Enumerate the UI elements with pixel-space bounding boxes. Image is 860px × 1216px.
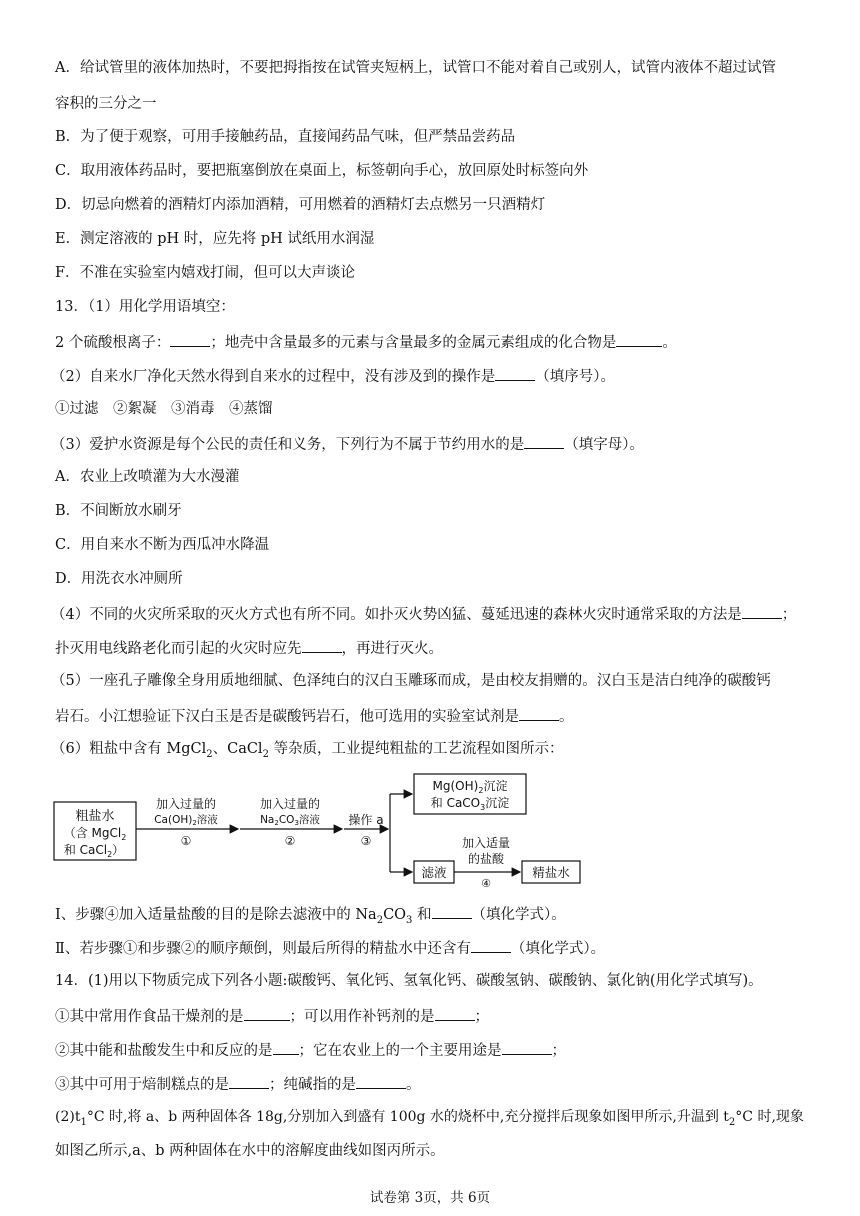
option-a-line2: 容积的三分之一 [55, 96, 157, 112]
q13-part5-line2: 岩石。小江想验证下汉白玉是否是碳酸钙岩石，他可选用的实验室试剂是 。 [55, 705, 812, 727]
q13-part2-options: ①过滤 ②絮凝 ③消毒 ④蒸馏 [55, 401, 273, 417]
q14-item2: ②其中能和盐酸发生中和反应的是 ；它在农业上的一个主要用途是 ； [55, 1039, 812, 1061]
answer-blank[interactable] [170, 331, 210, 347]
step2-label: 加入过量的 [259, 797, 321, 811]
q13-part5-line1: （5）一座孔子雕像全身用质地细腻、色泽纯白的汉白玉雕琢而成，是由校友捐赠的。汉白玉是洁白纯净的碳酸钙 [51, 673, 771, 689]
q13-subquestion-2: Ⅱ、若步骤①和步骤②的顺序颠倒，则最后所得的精盐水中还含有 （填化学式）。 [55, 937, 812, 959]
question-14-title: 14．(1)用以下物质完成下列各小题:碳酸钙、氧化钙、氢氧化钙、碳酸氢钠、碳酸钠、氯化钠(用化学式填写)。 [55, 973, 763, 989]
q13-part3-option-a: A．农业上改喷灌为大水漫灌 [55, 469, 240, 485]
option-b: B．为了便于观察，可用手接触药品，直接闻药品气味，但严禁品尝药品 [55, 129, 516, 145]
answer-blank[interactable] [435, 1005, 475, 1021]
option-f: F．不准在实验室内嬉戏打闹，但可以大声谈论 [55, 265, 356, 281]
answer-blank[interactable] [524, 433, 564, 449]
step1-reagent: Ca(OH)2溶液 [154, 814, 218, 827]
q14-item1: ①其中常用作食品干燥剂的是 ；可以用作补钙剂的是 ； [55, 1005, 812, 1027]
q13-part6: （6）粗盐中含有 MgCl$_2$、CaCl$_2$ 等杂质，工业提纯粗盐的工艺流程如图所示： [51, 741, 564, 760]
answer-blank[interactable] [519, 705, 559, 721]
option-c: C．取用液体药品时，要把瓶塞倒放在桌面上，标签朝向手心，放回原处时标签向外 [55, 163, 589, 179]
crude-brine-cacl2: 和 CaCl$_2$） [63, 843, 125, 859]
answer-blank[interactable] [273, 1039, 299, 1055]
q13-part4-line2: 扑灭用电线路老化而引起的火灾时应先 ，再进行灭火。 [55, 637, 812, 659]
answer-blank[interactable] [302, 637, 342, 653]
answer-blank[interactable] [244, 1005, 290, 1021]
step2-number: ② [284, 834, 296, 848]
step4-reagent: 的盐酸 [467, 852, 505, 866]
answer-blank[interactable] [356, 1073, 406, 1089]
answer-blank[interactable] [742, 603, 782, 619]
step1-label: 加入过量的 [155, 797, 217, 811]
q13-part2: （2）自来水厂净化天然水得到自来水的过程中，没有涉及到的操作是 （填序号）。 [51, 365, 812, 387]
option-e: E．测定溶液的 pH 时，应先将 pH 试纸用水润湿 [55, 231, 375, 247]
precipitate-mgoh2: $Mg(OH)_2$沉淀 [432, 779, 508, 795]
step3-number: ③ [360, 834, 372, 848]
answer-blank[interactable] [471, 937, 511, 953]
option-a-line1: A．给试管里的液体加热时，不要把拇指按在试管夹短柄上，试管口不能对着自己或别人，试管内液体不超过试管 [55, 60, 776, 76]
mgcl2-formula: MgCl$_2$ [166, 741, 213, 760]
q13-part3: （3）爱护水资源是每个公民的责任和义务，下列行为不属于节约用水的是 （填字母）。 [51, 433, 812, 455]
answer-blank[interactable] [495, 365, 535, 381]
question-13-title: 13．（1）用化学用语填空： [55, 299, 235, 315]
process-flow-diagram [50, 770, 590, 890]
answer-blank[interactable] [432, 903, 472, 919]
q14-part2-line2: 如图乙所示,a、b 两种固体在水中的溶解度曲线如图丙所示。 [55, 1143, 445, 1159]
step2-reagent: Na2CO3溶液 [260, 814, 320, 827]
answer-blank[interactable] [502, 1039, 552, 1055]
q14-item3: ③其中可用于焙制糕点的是 ；纯碱指的是 。 [55, 1073, 812, 1095]
option-d: D．切忌向燃着的酒精灯内添加酒精，可用燃着的酒精灯去点燃另一只酒精灯 [55, 197, 546, 213]
step4-label: 加入适量 [461, 836, 511, 850]
precipitate-caco3: 和 CaCO$_3$沉淀 [430, 796, 510, 812]
answer-blank[interactable] [616, 331, 662, 347]
answer-blank[interactable] [229, 1073, 269, 1089]
step3-label: 操作 a [348, 813, 384, 827]
filtrate-label: 滤液 [421, 865, 447, 880]
step1-number: ① [180, 834, 192, 848]
step4-number: ④ [481, 877, 491, 890]
na2co3-formula: $Na_2CO_3$ [355, 907, 413, 926]
q13-part3-option-c: C．用自来水不断为西瓜冲水降温 [55, 537, 270, 553]
q14-part2-line1: $(2)t_1^\circ C$ 时,将 a、b 两种固体各 18g,分别加入到盛有 100g 水的烧杯中,充分搅拌后现象如图甲所示,升温到 $t_2^\circ C$ 时,现象 [55, 1109, 804, 1128]
q13-part1: 2 个硫酸根离子： ；地壳中含量最多的元素与含量最多的金属元素组成的化合物是 。 [55, 331, 812, 353]
refined-brine-label: 精盐水 [532, 865, 570, 880]
q13-part3-option-d: D．用洗衣水冲厕所 [55, 571, 183, 587]
crude-brine-label: 粗盐水 [75, 809, 115, 824]
q13-part4-line1: （4）不同的火灾所采取的灭火方式也有所不同。如扑灭火势凶猛、蔓延迅速的森林火灾时通常采取的方法是 ； [51, 603, 812, 625]
cacl2-formula: CaCl$_2$ [227, 741, 269, 760]
q13-part3-option-b: B．不间断放水刷牙 [55, 503, 182, 519]
page-footer: 试卷第 3页，共 6页 [369, 1190, 491, 1206]
crude-brine-mgcl2: （含 MgCl$_2$ [63, 826, 127, 842]
q13-subquestion-1: Ⅰ、步骤④加入适量盐酸的目的是除去滤液中的 $Na_2CO_3$ 和 （填化学式）。 [55, 903, 812, 931]
